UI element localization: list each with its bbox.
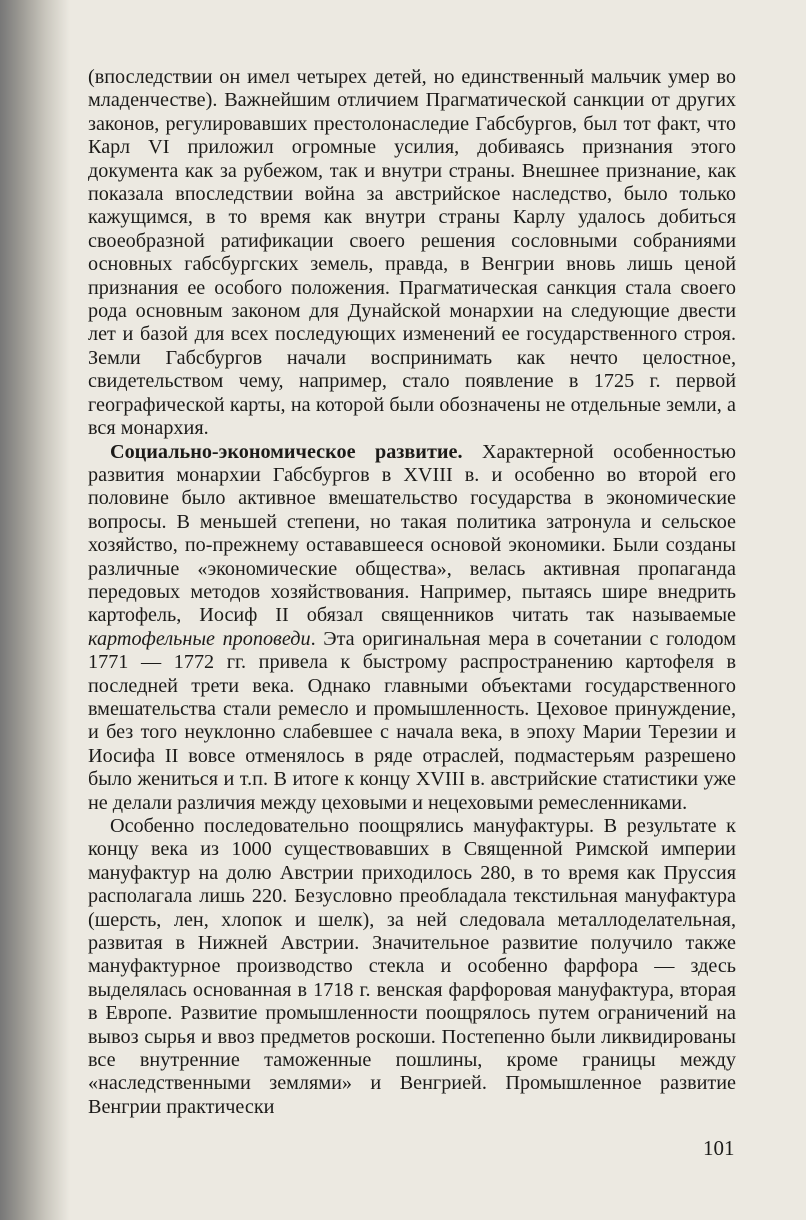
page-body: [88, 66, 736, 1119]
book-spine-shadow: [0, 0, 70, 1220]
paragraph-socioeconomic-part1: Характерной особенностью развития монархии Габсбургов в XVIII в. и особенно во второй его половине было активное вмешательство государства в экономические вопросы. В меньшей степени, но такая политика затронула и сельское хозяйство, по-прежнему остававшееся основой экономики. Были созданы различные «экономические общества», велась активная пропаганда передовых методов хозяйствования. Например, пытаясь шире внедрить картофель, Иосиф II обязал священников читать так называемые: [88, 440, 736, 627]
paragraph-socioeconomic-part2: . Эта оригинальная мера в сочетании с голодом 1771 — 1772 гг. привела к быстрому распространению картофеля в последней трети века. Однако главными объектами государственного вмешательства стали ремесло и промышленность. Цеховое принуждение, и без того неуклонно слабевшее с начала века, в эпоху Марии Терезии и Иосифа II вовсе отменялось в ряде отраслей, подмастерьям разрешено было жениться и т.п. В итоге к концу XVIII в. австрийские статистики уже не делали различия между цеховыми и нецеховыми ремесленниками.: [88, 627, 736, 814]
italic-phrase: картофельные проповеди: [88, 627, 311, 650]
paragraph-socioeconomic: [88, 441, 736, 816]
paragraph-pragmatic-sanction: (впоследствии он имел четырех детей, но единственный мальчик умер во младенчестве). Важнейшим отличием Прагматической санкции от других законов, регулировавших престолонаследие Габсбургов, был тот факт, что Карл VI приложил огромные усилия, добиваясь признания этого документа как за рубежом, так и внутри страны. Внешнее признание, как показала впоследствии война за австрийское наследство, было только кажущимся, в то время как внутри страны Карлу удалось добиться своеобразной ратификации своего решения сословными собраниями основных габсбургских земель, правда, в Венгрии вновь лишь ценой признания ее особого положения. Прагматическая санкция стала своего рода основным законом для Дунайской монархии на следующие двести лет и базой для всех последующих изменений ее государственного строя. Земли Габсбургов начали воспринимать как нечто целостное, свидетельством чему, например, стало появление в 1725 г. первой географической карты, на которой были обозначены не отдельные земли, а вся монархия.: [88, 66, 736, 440]
section-heading: Социально-экономическое развитие.: [110, 440, 463, 463]
page-number: 101: [703, 1136, 735, 1160]
paragraph-manufactories: Особенно последовательно поощрялись мануфактуры. В результате к концу века из 1000 существовавших в Священной Римской империи мануфактур на долю Австрии приходилось 280, в то время как Пруссия располагала лишь 220. Безусловно преобладала текстильная мануфактура (шерсть, лен, хлопок и шелк), за ней следовала металлоделательная, развитая в Нижней Австрии. Значительное развитие получило также мануфактурное производство стекла и особенно фарфора — здесь выделялась основанная в 1718 г. венская фарфоровая мануфактура, вторая в Европе. Развитие промышленности поощрялось путем ограничений на вывоз сырья и ввоз предметов роскоши. Постепенно были ликвидированы все внутренние таможенные пошлины, кроме границы между «наследственными землями» и Венгрией. Промышленное развитие Венгрии практически: [88, 815, 736, 1118]
